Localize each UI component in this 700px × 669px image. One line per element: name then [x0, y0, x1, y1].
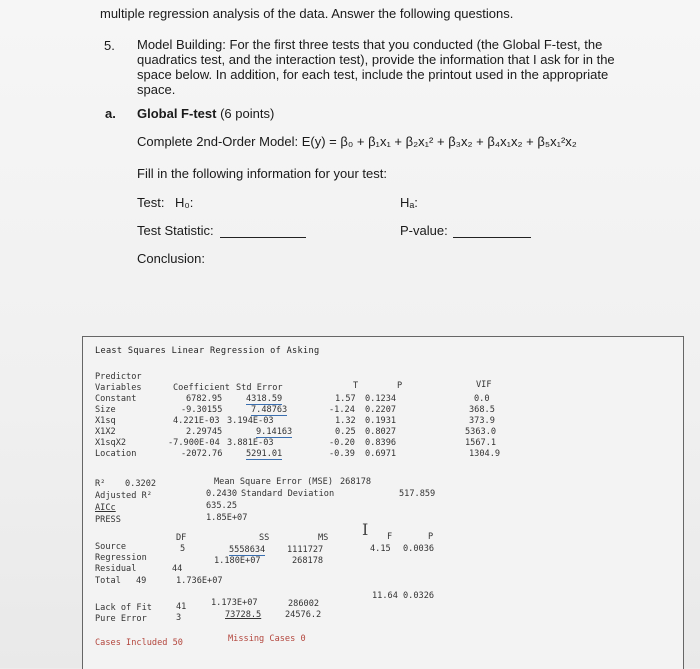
anova-ss: 5558634: [229, 545, 266, 555]
anova-df: 49: [136, 576, 147, 586]
col-std-error: Std Error: [236, 383, 283, 393]
anova-col-ss: SS: [259, 533, 270, 543]
lof-df: 3: [176, 613, 182, 623]
lof-p: 0.0326: [403, 591, 435, 601]
aicc-value: 635.25: [206, 501, 238, 511]
header-text: multiple regression analysis of the data. Answer the following questions.: [100, 6, 514, 21]
col-p: P: [397, 381, 403, 391]
question-line-2: quadratics test, and the interaction test), provide the information that I ask for in the: [137, 52, 615, 67]
anova-p: 0.0036: [403, 544, 435, 554]
coef-value: -7.900E-04: [168, 438, 220, 448]
part-points: (6 points): [220, 106, 275, 121]
col-predictor: Predictor: [95, 372, 142, 382]
missing-cases: [228, 634, 306, 644]
cases-included: [95, 638, 183, 648]
conclusion-label: Conclusion:: [137, 251, 205, 266]
coef-value: 4.221E-03: [173, 416, 220, 426]
se-value: 9.14163: [256, 427, 293, 437]
coef-value: 6782.95: [186, 394, 223, 404]
text-cursor-icon: I: [362, 520, 369, 539]
question-number: 5.: [104, 38, 115, 53]
vif-value: 1567.1: [465, 438, 497, 448]
anova-ms: 1111727: [287, 545, 324, 555]
vif-value: 1304.9: [469, 449, 501, 459]
anova-col-source: Source: [95, 542, 127, 552]
coef-value: -2072.76: [181, 449, 223, 459]
part-label: a.: [105, 106, 116, 121]
r2-value: 0.3202: [125, 479, 157, 489]
ha-label: Hₐ:: [400, 195, 418, 210]
var-name: Location: [95, 449, 137, 459]
mse-label: Mean Square Error (MSE): [214, 477, 333, 487]
adj-r2-label: Adjusted R²: [95, 491, 152, 501]
anova-col-df: DF: [176, 533, 187, 543]
press-label: PRESS: [95, 515, 121, 525]
adj-r2-value: 0.2430: [206, 489, 238, 499]
se-value: 3.881E-03: [227, 438, 274, 448]
p-value: 0.2207: [365, 405, 397, 415]
t-value: 0.25: [335, 427, 356, 437]
aicc-label: AICc: [95, 503, 116, 513]
lof-ms: 286002: [288, 599, 320, 609]
p-value: 0.1931: [365, 416, 397, 426]
col-coefficient: Coefficient: [173, 383, 230, 393]
se-value: 3.194E-03: [227, 416, 274, 426]
sd-value: 517.859: [399, 489, 436, 499]
h0-label: H₀:: [175, 195, 194, 210]
anova-df: 5: [180, 544, 186, 554]
test-statistic-blank[interactable]: [220, 236, 306, 238]
t-value: -1.24: [329, 405, 355, 415]
question-line-1: Model Building: For the first three tests that you conducted (the Global F-test, the: [137, 37, 603, 52]
se-value: 5291.01: [246, 449, 283, 459]
anova-source: Regression: [95, 553, 147, 563]
test-statistic-label: Test Statistic:: [137, 223, 214, 238]
var-name: X1X2: [95, 427, 116, 437]
model-line: Complete 2nd-Order Model: E(y) = β₀ + β₁x₁ + β₂x₁² + β₃x₂ + β₄x₁x₂ + β₅x₁²x₂: [137, 134, 577, 149]
test-label: Test:: [137, 195, 165, 210]
coef-value: 2.29745: [186, 427, 223, 437]
question-line-4: space.: [137, 82, 176, 97]
t-value: 1.57: [335, 394, 356, 404]
vif-value: 0.0: [474, 394, 490, 404]
p-value: 0.1234: [365, 394, 397, 404]
question-line-3: space below. In addition, for each test, include the printout used in the appropriate: [137, 67, 609, 82]
lof-source: Pure Error: [95, 614, 147, 624]
part-title: Global F-test: [137, 106, 217, 121]
anova-ss: 1.736E+07: [176, 576, 223, 586]
cases-label: Cases Included: [95, 638, 168, 648]
sd-label: Standard Deviation: [241, 489, 335, 499]
p-value-label: P-value:: [400, 223, 448, 238]
col-t: T: [353, 381, 359, 391]
anova-source: Residual: [95, 564, 137, 574]
t-value: -0.39: [329, 449, 355, 459]
anova-f: 4.15: [370, 544, 391, 554]
col-vif: VIF: [476, 380, 492, 390]
lof-source: Lack of Fit: [95, 603, 152, 613]
anova-col-p: P: [428, 532, 434, 542]
vif-value: 5363.0: [465, 427, 497, 437]
p-value: 0.8396: [365, 438, 397, 448]
vif-value: 368.5: [469, 405, 495, 415]
var-name: Constant: [95, 394, 137, 404]
vif-value: 373.9: [469, 416, 495, 426]
p-value: 0.6971: [365, 449, 397, 459]
part-title-line: [137, 106, 274, 121]
lof-df: 41: [176, 602, 187, 612]
lof-ss: 73728.5: [225, 610, 262, 620]
p-value: 0.8027: [365, 427, 397, 437]
anova-ms: 268178: [292, 556, 324, 566]
mse-value: 268178: [340, 477, 372, 487]
se-value: 7.48763: [251, 405, 288, 415]
lof-f: 11.64: [372, 591, 398, 601]
t-value: 1.32: [335, 416, 356, 426]
col-variables: Variables: [95, 383, 142, 393]
anova-source: Total: [95, 576, 121, 586]
se-value: 4318.59: [246, 394, 283, 404]
printout-title: Least Squares Linear Regression of Asking: [95, 346, 320, 356]
var-name: X1sq: [95, 416, 116, 426]
lof-ss: 1.173E+07: [211, 598, 258, 608]
missing-label: Missing Cases: [228, 634, 296, 644]
var-name: X1sqX2: [95, 438, 127, 448]
missing-value: 0: [300, 634, 306, 644]
fill-in-instructions: Fill in the following information for your test:: [137, 166, 387, 181]
anova-col-ms: MS: [318, 533, 329, 543]
anova-df: 44: [172, 564, 183, 574]
var-name: Size: [95, 405, 116, 415]
coef-value: -9.30155: [181, 405, 223, 415]
anova-ss: 1.180E+07: [214, 556, 261, 566]
t-value: -0.20: [329, 438, 355, 448]
lof-ms: 24576.2: [285, 610, 322, 620]
anova-col-f: F: [387, 532, 393, 542]
press-value: 1.85E+07: [206, 513, 248, 523]
r2-label: R²: [95, 479, 106, 489]
p-value-blank[interactable]: [453, 236, 531, 238]
cases-value: 50: [172, 638, 183, 648]
